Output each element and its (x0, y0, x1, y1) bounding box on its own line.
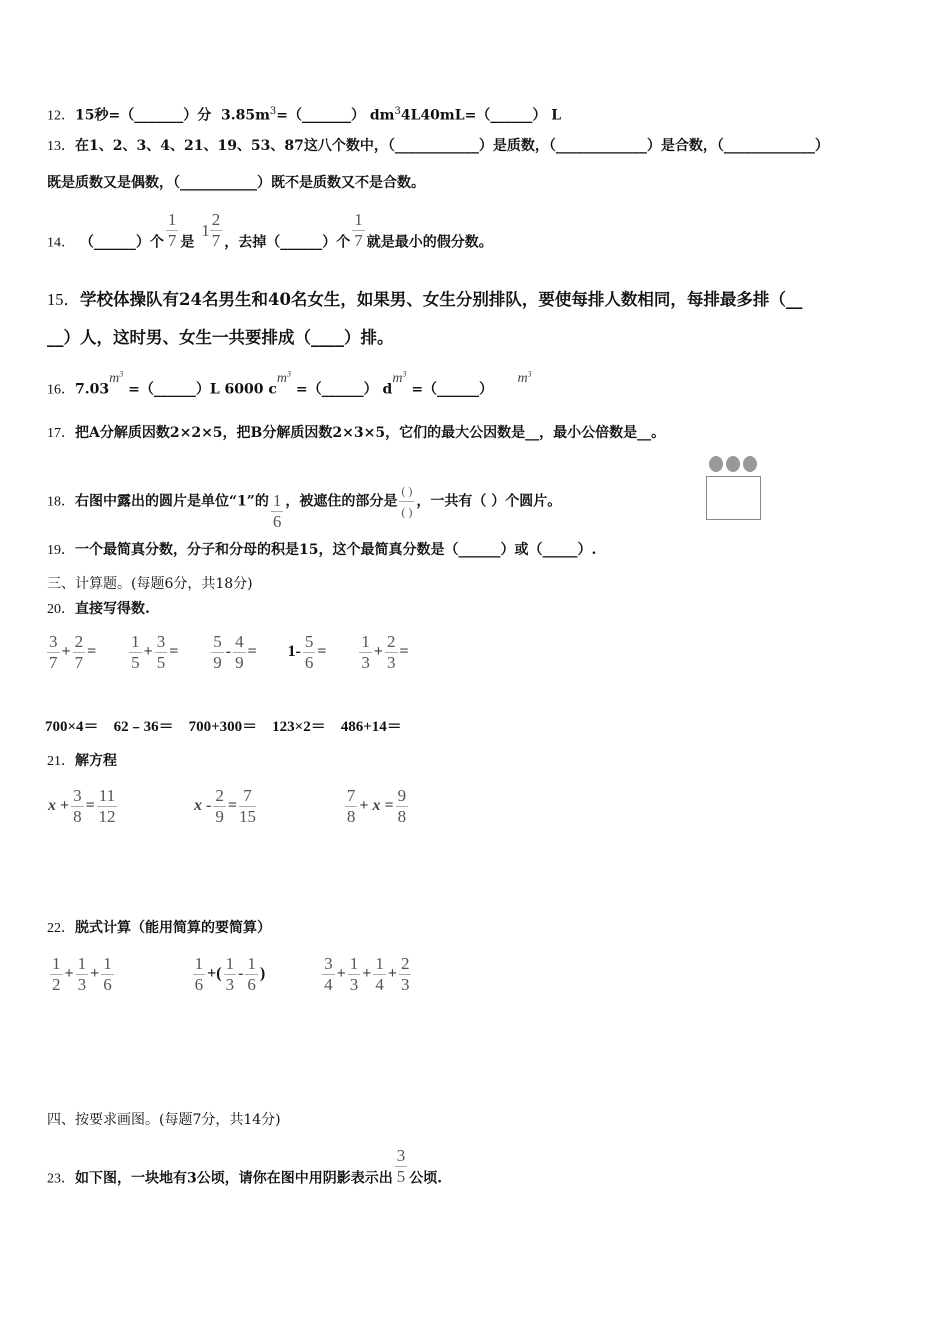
expression (320, 954, 413, 995)
q20-title: 直接写得数. (75, 601, 150, 617)
q12-part3: =（_______） dm (276, 107, 395, 124)
numerator: ( ) (399, 481, 414, 502)
fraction (359, 632, 372, 673)
denominator: 4 (324, 975, 333, 994)
fraction (129, 632, 142, 673)
whole-number (201, 221, 210, 241)
equation (194, 786, 258, 827)
q18-part2: ，被遮住的部分是 (285, 493, 398, 510)
q18-part1: 右图中露出的圆片是单位“1”的 (75, 493, 269, 510)
fraction (101, 954, 114, 995)
question-18 (47, 481, 562, 531)
numerator: 2 (387, 632, 396, 651)
cover-box (706, 476, 761, 520)
q15-line1: 学校体操队有24名男生和40名女生，如果男、女生分别排队，要使每排人数相同，每排最多排（__ (80, 290, 803, 309)
section-4-heading (47, 1110, 281, 1130)
fraction (224, 954, 237, 995)
fraction (193, 954, 206, 995)
q12-part4: 4L40mL=（______） L (400, 107, 562, 124)
operator: + (336, 965, 346, 983)
operator: - (225, 643, 232, 661)
question-13 (47, 136, 829, 157)
question-number: 19． (47, 543, 75, 558)
numerator: 5 (213, 632, 222, 651)
denominator: 3 (387, 653, 396, 672)
equals: = (227, 797, 237, 815)
operator: + (60, 797, 70, 815)
q23-part2: 公顷. (409, 1170, 443, 1187)
paren: ) (259, 965, 266, 983)
fraction (47, 632, 60, 673)
denominator: 2 (52, 975, 61, 994)
fraction (303, 632, 316, 673)
denominator: 6 (194, 975, 204, 994)
denominator: 6 (103, 975, 112, 994)
operator: + (373, 643, 384, 661)
fraction (245, 954, 258, 995)
mental-expression: 700×4＝ (45, 719, 99, 735)
section-title: 三、计算题。(每题6分，共18分) (47, 576, 253, 592)
numerator: 1 (52, 954, 61, 973)
question-17 (47, 423, 665, 444)
expression (191, 954, 266, 995)
variable: x (48, 797, 56, 815)
equals: = (247, 643, 257, 661)
denominator: 3 (361, 653, 370, 672)
operator: +( (207, 965, 222, 983)
variable: x (194, 797, 202, 815)
q20-fraction-row (45, 632, 435, 673)
equals: = (169, 643, 179, 661)
q21-title: 解方程 (75, 753, 117, 769)
question-number: 15． (47, 290, 80, 309)
fraction (396, 786, 409, 827)
expression (209, 632, 256, 673)
superscript: 3 (269, 106, 277, 117)
operator: + (64, 965, 74, 983)
equals: = (384, 797, 394, 815)
fraction (155, 632, 168, 673)
question-22 (47, 918, 271, 939)
denominator: 7 (354, 231, 363, 250)
denominator: 9 (215, 807, 224, 826)
q12-part1: 15秒=（_______）分 (75, 107, 212, 124)
question-number: 17． (47, 426, 75, 441)
numerator: 1 (247, 954, 256, 973)
q22-title: 脱式计算（能用简算的要简算） (75, 920, 271, 936)
numerator: 2 (211, 210, 221, 229)
fraction (345, 786, 358, 827)
question-23 (47, 1146, 443, 1199)
equals: = (85, 797, 95, 815)
numerator: 1 (167, 210, 177, 229)
unit-m3 (277, 371, 291, 386)
question-number: 23． (47, 1171, 75, 1187)
expression (357, 632, 408, 673)
q15-line2: __）人，这时男、女生一共要排成（____）排。 (47, 328, 394, 347)
superscript: 3 (394, 106, 401, 117)
expression (48, 954, 116, 995)
fraction (211, 632, 224, 673)
denominator: 3 (77, 975, 87, 994)
q16-part4: =（______） (411, 381, 494, 398)
numerator: 1 (131, 632, 140, 651)
question-number: 20． (47, 602, 75, 617)
q14-part1: （______）个 (79, 234, 164, 251)
whole: 1 (201, 220, 210, 240)
denominator: 6 (247, 975, 256, 994)
prefix: 1- (287, 643, 301, 661)
denominator: 8 (397, 807, 407, 826)
fraction (385, 632, 398, 673)
fraction (399, 954, 412, 995)
numerator: 1 (225, 954, 235, 973)
operator: + (387, 965, 397, 983)
denominator: 8 (73, 807, 82, 826)
question-20 (47, 599, 150, 620)
denominator: 9 (213, 653, 222, 672)
fraction (166, 210, 179, 251)
fraction (97, 786, 117, 827)
numerator: 2 (400, 954, 410, 973)
denominator: 3 (349, 975, 359, 994)
numerator: 11 (98, 786, 116, 805)
denominator: 7 (167, 231, 177, 250)
fraction (213, 786, 226, 827)
question-15-cont (47, 328, 394, 348)
fraction (73, 632, 86, 673)
denominator: 7 (211, 231, 221, 250)
question-number: 13． (47, 139, 75, 154)
fraction (348, 954, 361, 995)
operator: - (206, 797, 212, 815)
variable: x (372, 797, 381, 815)
numerator: 7 (346, 786, 356, 805)
question-13-cont (47, 173, 425, 193)
fraction (373, 954, 386, 995)
question-number: 21． (47, 754, 75, 769)
unit: m (392, 370, 403, 386)
unit-m3 (517, 371, 531, 386)
denominator: ( ) (401, 505, 413, 519)
mental-expression: 700+300＝ (188, 719, 258, 735)
q14-part2: 是 (180, 234, 195, 251)
q19-text: 一个最简真分数，分子和分母的积是15，这个最简真分数是（______）或（_____）. (75, 542, 597, 558)
question-16 (47, 369, 532, 401)
fraction (233, 632, 246, 673)
disc-icon (726, 456, 740, 472)
numerator: 2 (74, 632, 84, 651)
fraction (76, 954, 89, 995)
question-number: 18． (47, 494, 75, 510)
numerator: 1 (194, 954, 204, 973)
numerator: 1 (272, 491, 282, 510)
mental-expression: 62﹣36＝ (113, 719, 174, 735)
unit: m (109, 370, 120, 386)
numerator: 1 (349, 954, 359, 973)
q20-mental-row (45, 717, 402, 737)
q23-part1: 如下图，一块地有3公顷，请你在图中用阴影表示出 (75, 1170, 393, 1187)
unit-m3 (109, 371, 123, 386)
fraction (210, 210, 223, 251)
fraction (271, 491, 284, 532)
numerator: 7 (239, 786, 256, 807)
unit: m (517, 370, 528, 386)
question-number: 12． (47, 108, 75, 124)
fraction (239, 786, 256, 827)
operator: + (359, 797, 369, 815)
q22-expressions (48, 954, 439, 995)
fraction (352, 210, 365, 251)
question-14 (47, 210, 493, 263)
q16-part1: 7.03 (75, 381, 110, 398)
operator: + (362, 965, 372, 983)
numerator: 3 (324, 954, 333, 973)
denominator: 15 (238, 807, 256, 826)
operator: - (238, 965, 244, 983)
expression (288, 632, 327, 673)
numerator: 4 (235, 632, 244, 651)
equals: = (399, 643, 409, 661)
fraction (395, 1146, 408, 1187)
fraction (50, 954, 63, 995)
mental-expression: 486+14＝ (340, 719, 402, 735)
denominator: 8 (346, 807, 356, 826)
q12-part2: 3.85m (220, 107, 270, 124)
numerator: 1 (77, 954, 87, 973)
expression (45, 632, 96, 673)
denominator: 7 (74, 653, 84, 672)
question-number: 22． (47, 921, 75, 936)
numerator: 3 (396, 1146, 406, 1165)
superscript: 3 (287, 369, 292, 378)
denominator: 12 (98, 807, 116, 826)
expression (127, 632, 178, 673)
equals: = (317, 643, 327, 661)
numerator: 3 (156, 632, 166, 651)
disc-icon (743, 456, 757, 472)
question-15 (47, 290, 802, 310)
operator: + (143, 643, 153, 661)
operator: + (61, 643, 71, 661)
question-19 (47, 540, 596, 561)
superscript: 3 (402, 369, 407, 378)
numerator: 1 (375, 954, 384, 973)
section-title: 四、按要求画图。(每题7分，共14分) (47, 1112, 281, 1128)
question-12 (47, 102, 561, 127)
superscript: 3 (119, 369, 124, 378)
equals: = (87, 643, 97, 661)
q18-part3: ，一共有（ ）个圆片。 (416, 493, 562, 510)
denominator: 9 (235, 653, 244, 672)
numerator: 1 (354, 210, 363, 229)
question-number: 14． (47, 235, 75, 251)
denominator: 5 (396, 1167, 406, 1186)
numerator: 1 (103, 954, 112, 973)
unit-m3 (392, 371, 406, 386)
numerator: 3 (73, 786, 82, 805)
denominator: 4 (375, 975, 384, 994)
mental-expression: 123×2＝ (272, 719, 326, 735)
numerator: 9 (397, 786, 407, 805)
q21-equations (48, 786, 436, 827)
numerator: 1 (361, 632, 370, 651)
q13-line1: 在1、2、3、4、21、19、53、87这八个数中，（____________）是质数，（_____________）是合数，（_____________） (75, 138, 829, 154)
q16-part3: =（______） d (295, 381, 393, 398)
superscript: 3 (527, 369, 532, 378)
disc-icon (709, 456, 723, 472)
q17-text: 把A分解质因数2×2×5，把B分解质因数2×3×5，它们的最大公因数是__，最小公倍数是__。 (75, 425, 666, 441)
q16-part2: =（______）L 6000 c (128, 381, 277, 398)
denominator: 6 (304, 653, 314, 672)
equation (48, 786, 119, 827)
denominator: 3 (400, 975, 410, 994)
denominator: 5 (156, 653, 166, 672)
question-number: 16． (47, 382, 75, 398)
blank-fraction (399, 481, 414, 522)
question-21 (47, 751, 117, 772)
q13-line2: 既是质数又是偶数，（___________）既不是质数又不是合数。 (47, 175, 425, 191)
q14-part4: 就是最小的假分数。 (366, 234, 493, 251)
denominator: 3 (225, 975, 235, 994)
denominator: 6 (272, 512, 282, 531)
denominator: 7 (49, 653, 58, 672)
unit: m (276, 370, 288, 386)
q14-part3: ，去掉（______）个 (224, 234, 351, 251)
denominator: 5 (131, 653, 140, 672)
equation (343, 786, 410, 827)
disc-figure (706, 456, 762, 520)
numerator: 3 (49, 632, 58, 651)
section-3-heading (47, 574, 253, 594)
numerator: 5 (304, 632, 314, 651)
operator: + (90, 965, 100, 983)
fraction (71, 786, 84, 827)
numerator: 2 (215, 786, 224, 805)
fraction (322, 954, 335, 995)
